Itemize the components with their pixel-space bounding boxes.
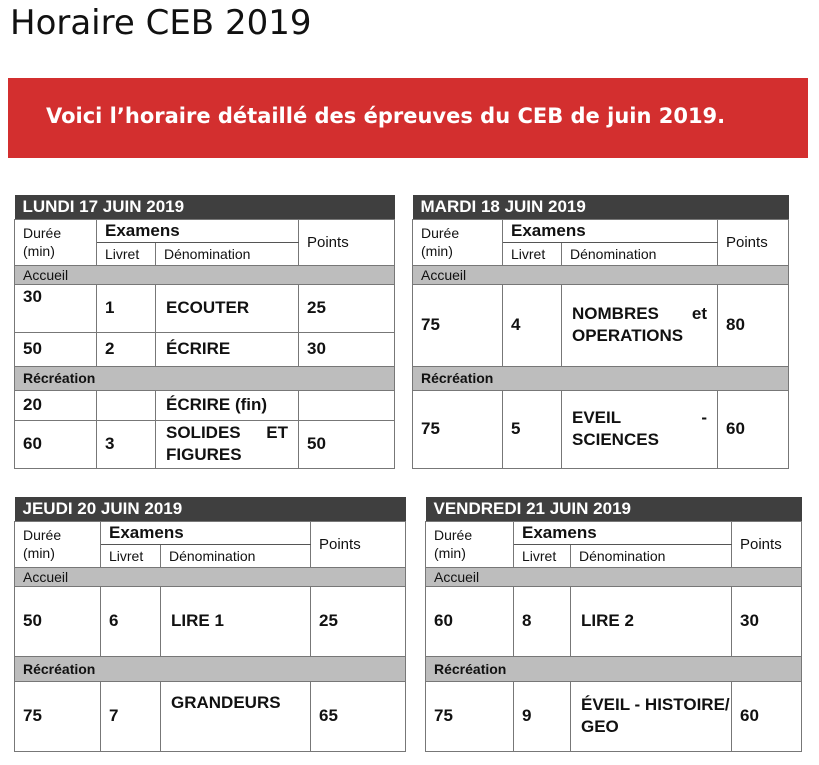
day-title: VENDREDI 21 JUIN 2019 xyxy=(426,497,802,521)
points-header: Points xyxy=(311,521,406,567)
schedule-table-friday xyxy=(425,497,802,752)
duree-label: Durée xyxy=(434,527,473,543)
examens-header: Examens xyxy=(514,521,732,544)
duree-header xyxy=(15,521,101,567)
livret-cell: 8 xyxy=(514,586,571,656)
accueil-row: Accueil xyxy=(15,265,395,284)
duree-header xyxy=(15,219,97,265)
denomination-cell: NOMBRES et OPERATIONS xyxy=(562,284,718,366)
min-label: (min) xyxy=(23,545,55,561)
banner-text: Voici l’horaire détaillé des épreuves du CEB de juin 2019. xyxy=(46,104,726,128)
points-header: Points xyxy=(732,521,802,567)
livret-cell: 4 xyxy=(503,284,562,366)
denomination-cell: ÉCRIRE (fin) xyxy=(156,390,299,420)
points-cell: 60 xyxy=(732,681,802,751)
denomination-cell: ÉVEIL - HISTOIRE/ GEO xyxy=(571,681,732,751)
min-label: (min) xyxy=(421,243,453,259)
duree-label: Durée xyxy=(421,225,460,241)
points-cell: 65 xyxy=(311,681,406,751)
duree-cell: 60 xyxy=(426,586,514,656)
denomination-cell: ECOUTER xyxy=(156,284,299,332)
day-title: MARDI 18 JUIN 2019 xyxy=(413,195,789,219)
points-cell: 25 xyxy=(311,586,406,656)
schedule-table-monday xyxy=(14,195,395,469)
points-header: Points xyxy=(299,219,395,265)
duree-cell: 50 xyxy=(15,332,97,366)
livret-cell xyxy=(97,390,156,420)
livret-cell: 3 xyxy=(97,420,156,468)
duree-cell: 20 xyxy=(15,390,97,420)
denomination-cell: ÉCRIRE xyxy=(156,332,299,366)
livret-cell: 7 xyxy=(101,681,161,751)
duree-cell: 30 xyxy=(15,284,97,332)
livret-cell: 6 xyxy=(101,586,161,656)
denomination-header: Dénomination xyxy=(161,544,311,567)
livret-header: Livret xyxy=(514,544,571,567)
duree-cell: 75 xyxy=(413,390,503,468)
duree-cell: 75 xyxy=(426,681,514,751)
schedule-table-tuesday xyxy=(412,195,789,469)
day-title: LUNDI 17 JUIN 2019 xyxy=(15,195,395,219)
livret-cell: 1 xyxy=(97,284,156,332)
denomination-header: Dénomination xyxy=(156,242,299,265)
denomination-cell: EVEIL - SCIENCES xyxy=(562,390,718,468)
points-cell: 30 xyxy=(732,586,802,656)
schedule-table-thursday xyxy=(14,497,406,752)
denomination-cell: GRANDEURS xyxy=(161,681,311,751)
recreation-row: Récréation xyxy=(15,656,406,681)
points-header: Points xyxy=(718,219,789,265)
info-banner xyxy=(8,78,808,158)
livret-cell: 9 xyxy=(514,681,571,751)
accueil-row: Accueil xyxy=(413,265,789,284)
duree-cell: 60 xyxy=(15,420,97,468)
duree-header xyxy=(413,219,503,265)
accueil-row: Accueil xyxy=(15,567,406,586)
points-cell: 30 xyxy=(299,332,395,366)
page-title: Horaire CEB 2019 xyxy=(10,3,312,43)
denomination-cell: LIRE 1 xyxy=(161,586,311,656)
livret-cell: 5 xyxy=(503,390,562,468)
examens-header: Examens xyxy=(101,521,311,544)
points-cell: 80 xyxy=(718,284,789,366)
accueil-row: Accueil xyxy=(426,567,802,586)
recreation-row: Récréation xyxy=(426,656,802,681)
points-cell: 25 xyxy=(299,284,395,332)
livret-header: Livret xyxy=(503,242,562,265)
examens-header: Examens xyxy=(97,219,299,242)
duree-cell: 75 xyxy=(413,284,503,366)
min-label: (min) xyxy=(23,243,55,259)
recreation-row: Récréation xyxy=(15,366,395,390)
denomination-cell: SOLIDES ET FIGURES xyxy=(156,420,299,468)
min-label: (min) xyxy=(434,545,466,561)
points-cell xyxy=(299,390,395,420)
recreation-row: Récréation xyxy=(413,366,789,390)
duree-cell: 50 xyxy=(15,586,101,656)
examens-header: Examens xyxy=(503,219,718,242)
day-title: JEUDI 20 JUIN 2019 xyxy=(15,497,406,521)
livret-header: Livret xyxy=(101,544,161,567)
points-cell: 60 xyxy=(718,390,789,468)
livret-cell: 2 xyxy=(97,332,156,366)
duree-cell: 75 xyxy=(15,681,101,751)
livret-header: Livret xyxy=(97,242,156,265)
denomination-cell: LIRE 2 xyxy=(571,586,732,656)
duree-header xyxy=(426,521,514,567)
denomination-header: Dénomination xyxy=(571,544,732,567)
points-cell: 50 xyxy=(299,420,395,468)
duree-label: Durée xyxy=(23,527,62,543)
duree-label: Durée xyxy=(23,225,62,241)
denomination-header: Dénomination xyxy=(562,242,718,265)
